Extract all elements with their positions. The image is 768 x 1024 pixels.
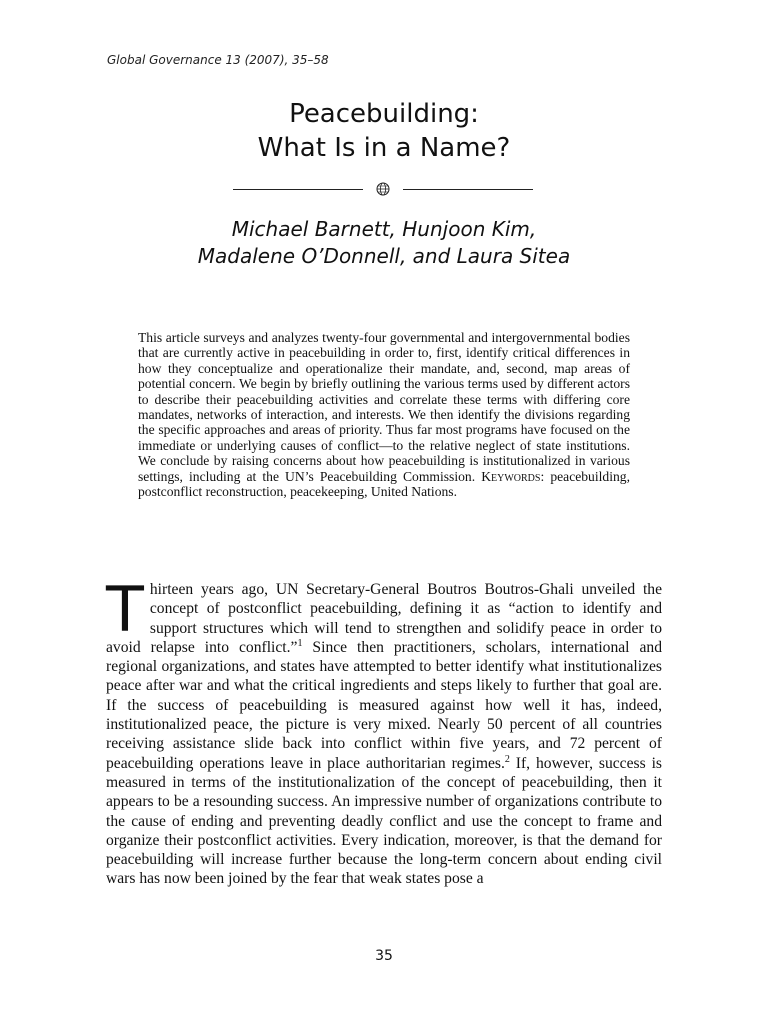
drop-cap: T: [106, 573, 144, 646]
title-line-2: What Is in a Name?: [257, 133, 511, 163]
journal-citation: Global Governance 13 (2007), 35–58: [107, 53, 329, 67]
article-title: [0, 97, 768, 165]
body-text-part-3: If, however, success is measured in terms of the institutionalization of the concept of peacebuilding, then it appears to be a resounding success. An impressive number of organizations contribute to the cause of ending and preventing deadly conflict and use the concept to frame and organize their postconflict activities. Every indication, moreover, is that the demand for peacebuilding will increase further because the long-term concern about ending civil wars has now been joined by the fear that weak states pose a: [106, 754, 662, 888]
keywords-text: peacebuilding, postconflict reconstruction, peacekeeping, United Nations.: [138, 468, 630, 500]
footnote-ref-1[interactable]: 1: [297, 637, 303, 649]
abstract: [138, 330, 630, 499]
authors-line-2: Madalene O’Donnell, and Laura Sitea: [197, 244, 571, 268]
title-line-1: Peacebuilding:: [289, 99, 479, 129]
body-text-part-2: Since then practitioners, scholars, international and regional organizations, and states have attempted to better identify what institutionalizes peace after war and what the critical ingredients and steps likely to further that goal are. If the success of peacebuilding is measured against how well it has, indeed, institutionalized peace, the picture is very mixed. Nearly 50 percent of all countries receiving assistance slide back into conflict within five years, and 72 percent of peacebuilding operations leave in place authoritarian regimes.: [106, 638, 662, 772]
ornament-rule-left: [233, 189, 363, 190]
page-number: 35: [375, 948, 393, 964]
authors-line-1: Michael Barnett, Hunjoon Kim,: [231, 217, 537, 241]
abstract-text: This article surveys and analyzes twenty-four governmental and intergovernmental bodies that are currently active in peacebuilding in order to, first, identify critical differences in how they conceptualize and operationalize their mandate, and, second, map areas of potential concern. We begin by briefly outlining the various terms used by different actors to describe their peacebuilding activities and correlate these terms with differing core mandates, networks of interaction, and interests. We then identify the divisions regarding the specific approaches and areas of priority. Thus far most programs have focused on the immediate or underlying causes of conflict—to the relative neglect of state institutions. We conclude by raising concerns about how peacebuilding is institutionalized in various settings, including at the UN’s Peacebuilding Commission.: [138, 330, 630, 484]
ornament-rule-right: [403, 189, 533, 190]
body-text-part-1: hirteen years ago, UN Secretary-General Boutros Boutros-Ghali unveiled the concept of postconflict peacebuilding, defining it as “action to identify and support structures which will tend to strengthen and solidify peace in order to avoid relapse into conflict.”: [106, 581, 662, 656]
footnote-ref-2[interactable]: 2: [504, 753, 510, 765]
globe-ornament-icon: [376, 182, 390, 196]
title-ornament: [233, 181, 533, 199]
author-list: [0, 216, 768, 270]
body-text: [106, 573, 662, 889]
keywords-label: Keywords:: [481, 468, 545, 484]
